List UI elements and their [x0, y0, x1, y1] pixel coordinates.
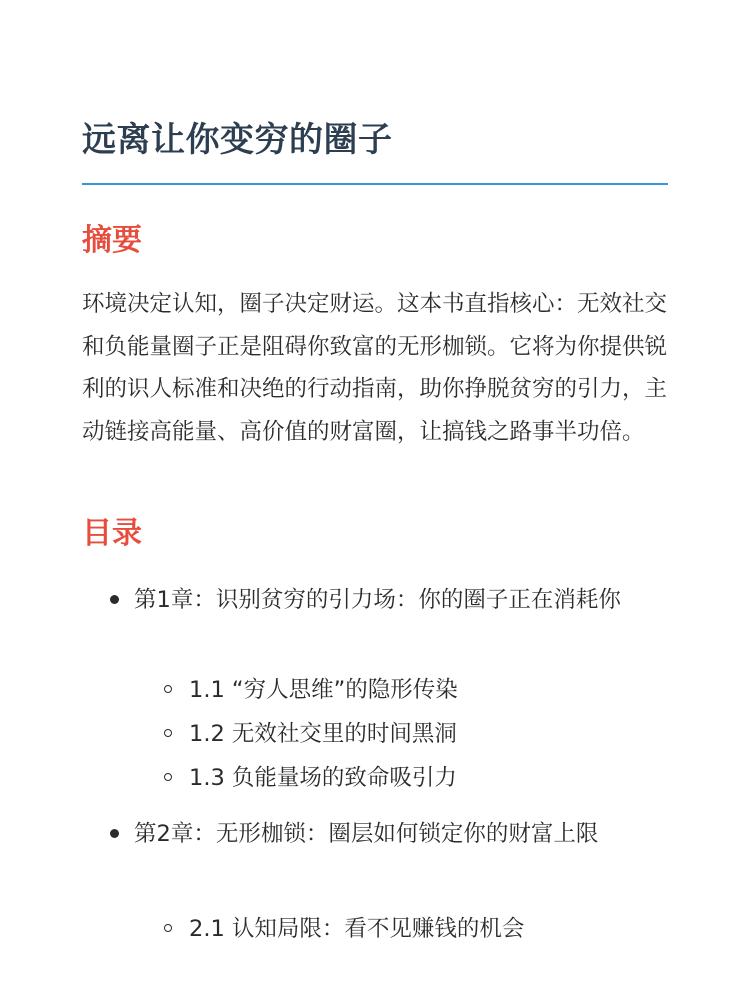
toc-section-label: 1.1 “穷人思维”的隐形传染: [189, 677, 458, 703]
bullet-circle-icon: [164, 729, 172, 737]
document-page: [82, 0, 668, 1000]
page-title: 远离让你变穷的圈子: [82, 120, 393, 160]
bullet-circle-icon: [164, 685, 172, 693]
toc-section-label: 1.2 无效社交里的时间黑洞: [189, 721, 457, 747]
bullet-dot-icon: [110, 829, 119, 838]
bullet-circle-icon: [164, 924, 172, 932]
toc-section-1-3: [189, 757, 668, 800]
toc-chapter-2: [134, 813, 668, 856]
summary-heading: 摘要: [82, 223, 142, 258]
toc-chapter-1: [134, 579, 668, 622]
bullet-dot-icon: [110, 595, 119, 604]
toc-section-label: 2.1 认知局限：看不见赚钱的机会: [189, 916, 525, 942]
toc-section-1-1: [189, 669, 668, 712]
toc-section-2-1: [189, 908, 668, 951]
bullet-circle-icon: [164, 773, 172, 781]
summary-paragraph: 环境决定认知，圈子决定财运。这本书直指核心：无效社交和负能量圈子正是阻碍你致富的无形枷锁。它将为你提供锐利的识人标准和决绝的行动指南，助你挣脱贫穷的引力，主动链接高能量、高价值的财富圈，让搞钱之路事半功倍。: [82, 291, 668, 445]
toc-section-label: 1.3 负能量场的致命吸引力: [189, 765, 457, 791]
title-divider: [82, 183, 668, 185]
toc-chapter-label: 第2章：无形枷锁：圈层如何锁定你的财富上限: [134, 821, 599, 847]
toc-chapter-label: 第1章：识别贫穷的引力场：你的圈子正在消耗你: [134, 587, 621, 613]
toc-section-1-2: [189, 713, 668, 756]
toc-heading: 目录: [82, 516, 142, 551]
